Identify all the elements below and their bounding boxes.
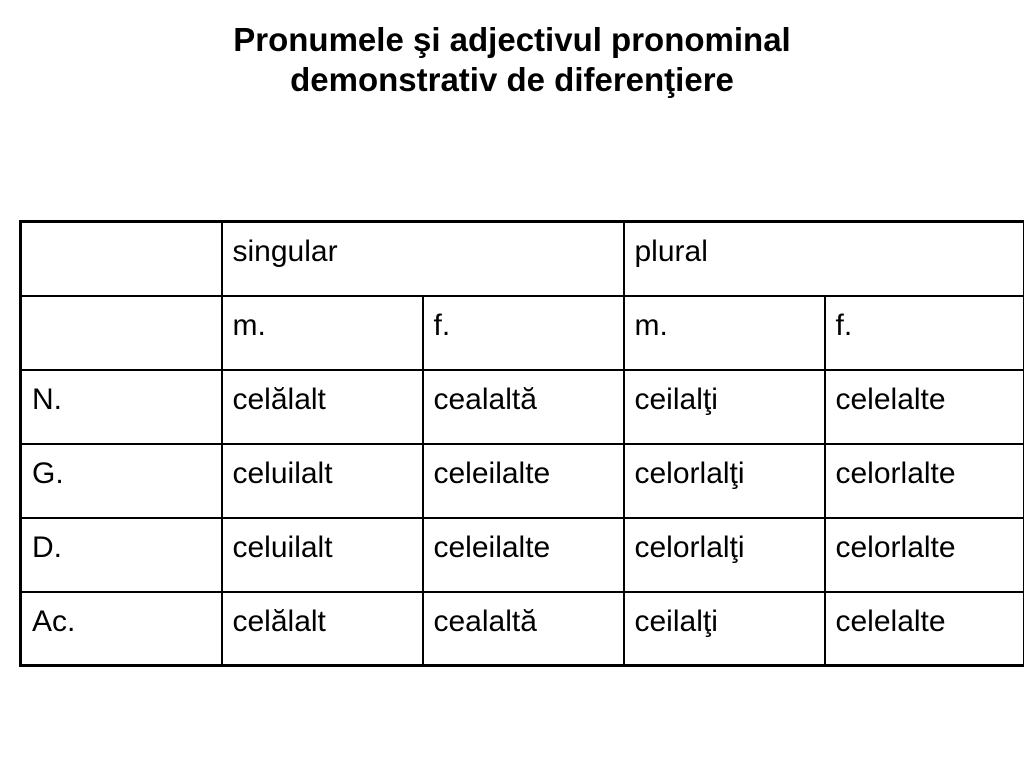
header-singular-cell [222, 222, 624, 296]
gender-cell [825, 296, 1024, 370]
form-text: celălalt [232, 382, 326, 416]
form-cell [423, 444, 624, 518]
case-label: Ac. [32, 604, 76, 638]
slide-title-line-2: demonstrativ de diferenţiere [290, 61, 734, 98]
form-text: celelalte [835, 604, 946, 638]
form-cell [222, 444, 423, 518]
gender-cell [624, 296, 825, 370]
form-text: celeilalte [433, 456, 551, 490]
form-cell [825, 592, 1024, 666]
table-row-dative [21, 518, 1024, 592]
gender-label: f. [835, 308, 853, 342]
header-corner-cell [21, 222, 222, 296]
case-cell [21, 518, 222, 592]
form-cell [825, 370, 1024, 444]
header-row [21, 222, 1024, 296]
case-cell [21, 444, 222, 518]
header-singular-label: singular [232, 235, 338, 268]
form-cell [423, 518, 624, 592]
form-text: celeilalte [433, 530, 551, 564]
case-label: G. [32, 456, 64, 490]
form-text: celelalte [835, 382, 946, 416]
table-row-genitive [21, 444, 1024, 518]
case-label: N. [32, 382, 62, 416]
gender-row [21, 296, 1024, 370]
case-cell [21, 592, 222, 666]
gender-cell [222, 296, 423, 370]
slide-title [0, 20, 1024, 100]
case-label: D. [32, 530, 62, 564]
form-cell [624, 518, 825, 592]
form-text: celorlalte [835, 530, 956, 564]
form-text: cealaltă [433, 382, 537, 416]
slide-title-line-1: Pronumele şi adjectivul pronominal [233, 21, 791, 58]
form-text: celorlalţi [634, 530, 745, 564]
header-plural-label: plural [634, 235, 708, 268]
form-text: celălalt [232, 604, 326, 638]
header-plural-cell [624, 222, 1024, 296]
gender-label: m. [634, 308, 668, 342]
gender-corner-cell [21, 296, 222, 370]
form-text: celorlalte [835, 456, 956, 490]
form-text: celuilalt [232, 456, 333, 490]
gender-label: f. [433, 308, 451, 342]
form-cell [423, 370, 624, 444]
form-text: ceilalţi [634, 382, 718, 416]
gender-cell [423, 296, 624, 370]
form-cell [624, 444, 825, 518]
form-cell [624, 592, 825, 666]
declension-table [19, 220, 1024, 667]
form-cell [624, 370, 825, 444]
case-cell [21, 370, 222, 444]
table-row-nominative [21, 370, 1024, 444]
form-text: ceilalţi [634, 604, 718, 638]
form-text: celorlalţi [634, 456, 745, 490]
form-cell [222, 592, 423, 666]
gender-label: m. [232, 308, 266, 342]
form-cell [825, 518, 1024, 592]
form-text: celuilalt [232, 530, 333, 564]
form-cell [222, 518, 423, 592]
table-row-accusative [21, 592, 1024, 666]
form-cell [825, 444, 1024, 518]
form-cell [222, 370, 423, 444]
form-text: cealaltă [433, 604, 537, 638]
form-cell [423, 592, 624, 666]
